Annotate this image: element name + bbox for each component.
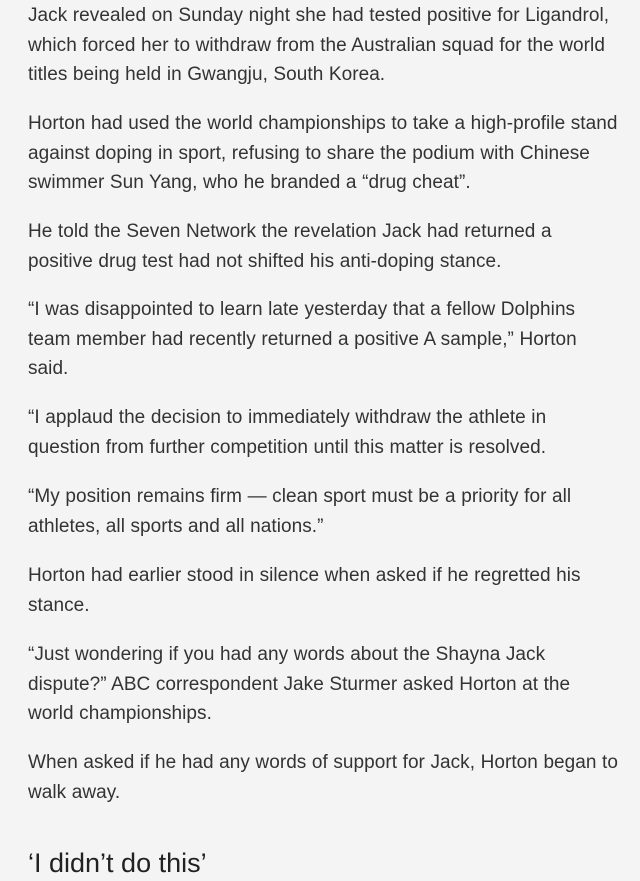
- article-paragraph: He told the Seven Network the revelation Jack had returned a positive drug test had not shifted his anti-doping stance.: [28, 221, 552, 272]
- article-paragraph: “Just wondering if you had any words about the Shayna Jack dispute?” ABC correspondent Jake Sturmer asked Horton at the world championships.: [28, 644, 571, 724]
- article-paragraph: When asked if he had any words of support for Jack, Horton began to walk away.: [28, 752, 619, 803]
- article-paragraph: Jack revealed on Sunday night she had tested positive for Ligandrol, which forced her to withdraw from the Australian squad for the world titles being held in Gwangju, South Korea.: [28, 5, 610, 85]
- article-paragraph: “My position remains firm — clean sport must be a priority for all athletes, all sports and all nations.”: [28, 486, 572, 537]
- article-paragraph: Horton had used the world championships to take a high-profile stand against doping in sport, refusing to share the podium with Chinese swimmer Sun Yang, who he branded a “drug cheat”.: [28, 113, 618, 193]
- article-paragraph: “I applaud the decision to immediately withdraw the athlete in question from further competition until this matter is resolved.: [28, 407, 547, 458]
- section-subheading: ‘I didn’t do this’: [28, 848, 207, 878]
- article-paragraph: “I was disappointed to learn late yesterday that a fellow Dolphins team member had recently returned a positive A sample,” Horton said.: [28, 299, 577, 379]
- article-paragraph: Horton had earlier stood in silence when asked if he regretted his stance.: [28, 565, 581, 616]
